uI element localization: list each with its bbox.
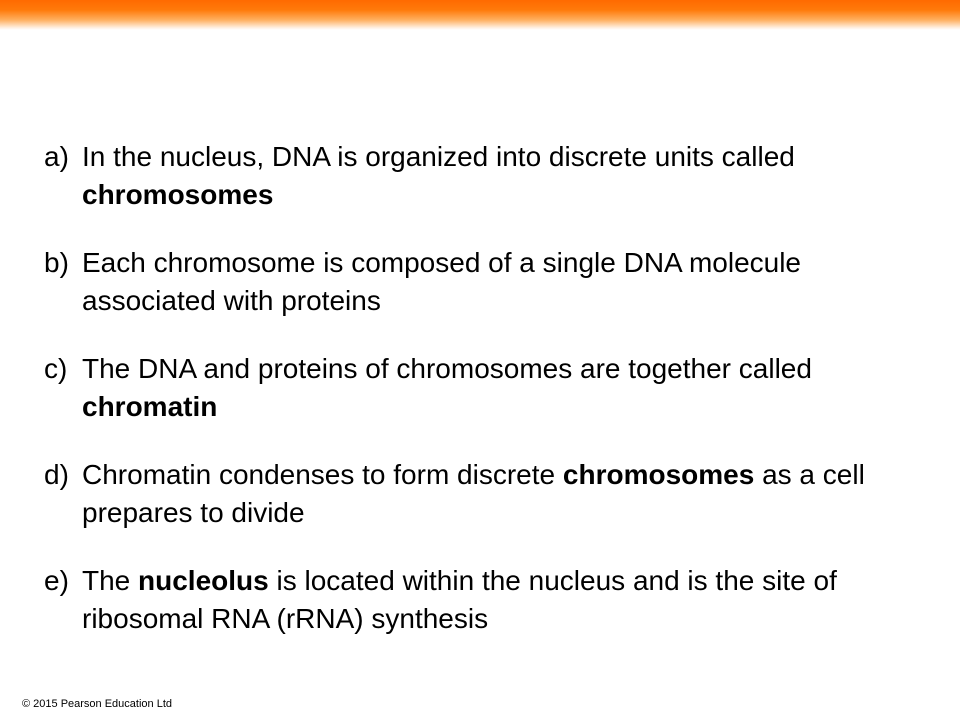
list-marker: e) xyxy=(44,565,69,596)
text-segment: Chromatin condenses to form discrete xyxy=(82,459,563,490)
list-marker: b) xyxy=(44,247,69,278)
slide-body xyxy=(44,138,924,668)
text-segment: The xyxy=(82,565,139,596)
text-segment: In the nucleus, DNA is organized into discrete units called xyxy=(82,141,795,172)
list-item-text xyxy=(82,456,924,532)
header-accent-bar xyxy=(0,0,960,30)
list-item-text xyxy=(82,350,924,426)
text-segment: is located within the nucleus and is the site of ribosomal RNA (rRNA) synthesis xyxy=(82,565,837,634)
list-item-text xyxy=(82,244,924,320)
list-item xyxy=(44,244,924,320)
list-marker: a) xyxy=(44,141,69,172)
text-segment: as a cell prepares to divide xyxy=(82,459,865,528)
bold-term: chromosomes xyxy=(562,459,755,490)
bold-term: chromosomes xyxy=(82,179,274,210)
text-segment: The DNA and proteins of chromosomes are together called xyxy=(82,353,812,384)
list-item-text xyxy=(82,562,924,638)
text-segment: Each chromosome is composed of a single DNA molecule associated with proteins xyxy=(82,247,802,316)
bold-term: chromatin xyxy=(82,391,218,422)
list-item xyxy=(44,456,924,532)
list-item xyxy=(44,350,924,426)
list-item-text xyxy=(82,138,924,214)
list-item xyxy=(44,138,924,214)
bold-term: nucleolus xyxy=(138,565,269,596)
copyright-notice: © 2015 Pearson Education Ltd xyxy=(22,698,172,710)
list-marker: c) xyxy=(44,353,68,384)
list-item xyxy=(44,562,924,638)
list-marker: d) xyxy=(44,459,69,490)
